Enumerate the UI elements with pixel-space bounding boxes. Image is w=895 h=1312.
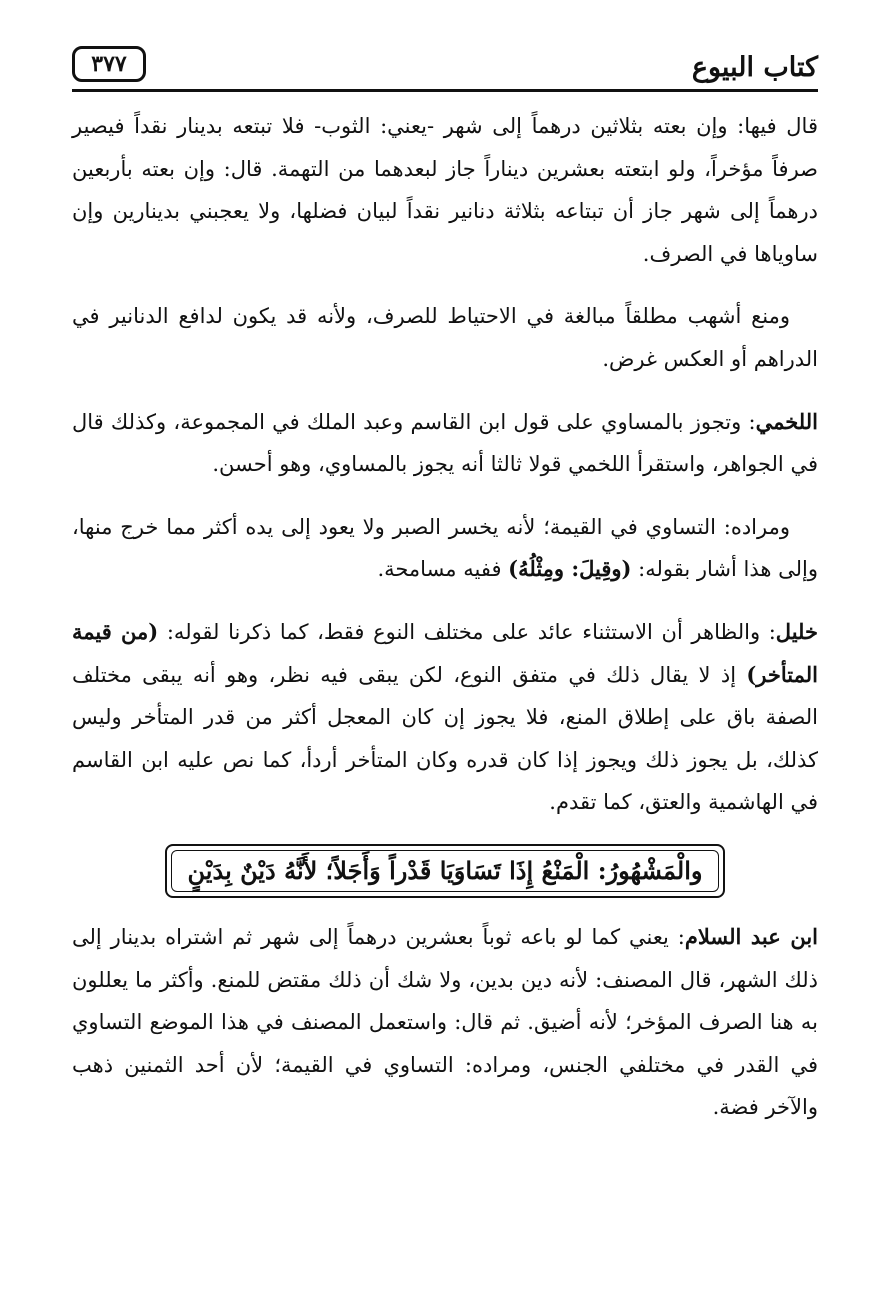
matn-frame <box>165 844 725 898</box>
paragraph-4-text-after: ففيه مسامحة. <box>377 557 509 582</box>
page-body <box>72 105 818 1149</box>
page-number: ٣٧٧ <box>91 51 127 77</box>
paragraph-4 <box>72 506 818 591</box>
matn-text: والْمَشْهُورُ: الْمَنْعُ إِذَا تَسَاوَيَا قَدْراً وَأَجَلاً؛ لأَنَّهُ دَيْنٌ بِدَيْنٍ <box>187 856 703 886</box>
paragraph-2 <box>72 295 818 380</box>
page-number-box <box>72 46 146 82</box>
paragraph-4-text-before: ومراده: التساوي في القيمة؛ لأنه يخسر الصبر ولا يعود إلى يده أكثر مما خرج منها، وإلى هذا أشار بقوله: <box>72 514 818 582</box>
paragraph-1 <box>72 105 818 275</box>
book-title: كتاب البيوع <box>691 52 818 83</box>
paragraph-6-text: : يعني كما لو باعه ثوباً بعشرين درهماً إلى شهر ثم اشتراه بدينار إلى ذلك الشهر، قال المصنف: لأنه دين بدين، ولا شك أن ذلك مقتض للمنع. وأكثر ما يعللون به هنا الصرف المؤخر؛ لأنه أضيق. ثم قال: واستعمل المصنف في هذا الموضع التساوي في القدر في مختلفي الجنس، ومراده: التساوي في القيمة؛ لأن أحد الثمنين ذهب والآخر فضة. <box>72 924 818 1120</box>
page-header <box>72 44 818 94</box>
paragraph-2-text: ومنع أشهب مطلقاً مبالغة في الاحتياط للصرف، ولأنه قد يكون لدافع الدنانير في الدراهم أو العكس غرض. <box>72 304 818 371</box>
paragraph-5 <box>72 611 818 824</box>
paragraph-4-quote: (وقِيلَ: ومِثْلُهُ) <box>508 556 632 582</box>
paragraph-3-text: : وتجوز بالمساوي على قول ابن القاسم وعبد الملك في المجموعة، وكذلك قال في الجواهر، واستقرأ اللخمي قولا ثالثا أنه يجوز بالمساوي، وهو أحسن. <box>72 409 818 477</box>
paragraph-5-text-before: : والظاهر أن الاستثناء عائد على مختلف النوع فقط، كما ذكرنا لقوله: <box>158 619 776 644</box>
paragraph-5-lead: خليل <box>775 618 818 644</box>
paragraph-1-text: قال فيها: وإن بعته بثلاثين درهماً إلى شهر -يعني: الثوب- فلا تبتعه بدينار نقداً فيصير صرفاً مؤخراً، ولو ابتعته بعشرين ديناراً جاز لبعدهما من التهمة. قال: وإن بعته بأربعين درهماً إلى شهر جاز أن تبتاعه بثلاثة دنانير نقداً لبيان فضلها، ولا يعجبني بدينارين وإن ساوياها في الصرف. <box>72 114 818 266</box>
paragraph-6-lead: ابن عبد السلام <box>684 923 819 949</box>
paragraph-6 <box>72 916 818 1129</box>
header-rule <box>72 89 818 92</box>
paragraph-5-quote: (من قيمة المتأخر) <box>72 618 818 687</box>
paragraph-3-lead: اللخمي <box>755 408 818 434</box>
paragraph-3 <box>72 401 818 486</box>
paragraph-5-text-after: إذ لا يقال ذلك في متفق النوع، لكن يبقى فيه نظر، وهو أنه يبقى مختلف الصفة باق على إطلاق المنع، فلا يجوز إن كان المعجل أكثر من قدر المتأخر وليس كذلك، بل يجوز ذلك ويجوز إذا كان قدره وكان المتأخر أردأ، كما نص عليه ابن القاسم في الهاشمية والعتق، كما تقدم. <box>72 662 818 815</box>
